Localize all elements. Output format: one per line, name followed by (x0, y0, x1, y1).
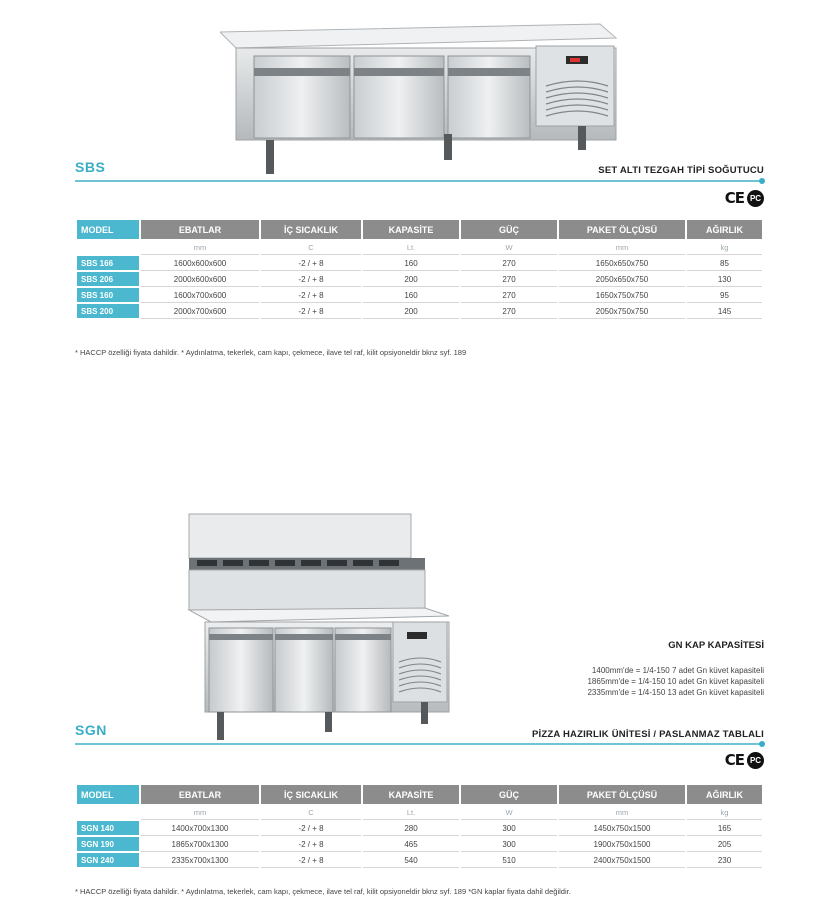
inner-temp-cell: -2 / + 8 (261, 272, 361, 287)
sbs-header-dimensions: EBATLAR (141, 220, 259, 239)
capacity-cell: 200 (363, 272, 459, 287)
table-row (77, 288, 762, 303)
pc-mark-icon: PC (747, 752, 764, 769)
power-cell: 270 (461, 288, 557, 303)
sgn-footnote: * HACCP özelliği fiyata dahildir. * Aydınlatma, tekerlek, cam kapı, çekmece, ilave tel raf, kilit opsiyoneldir bknz syf. 189 *GN kaplar fiyata dahil değildir. (75, 887, 571, 896)
dimensions-cell: 2335x700x1300 (141, 853, 259, 868)
sgn-header-dimensions: EBATLAR (141, 785, 259, 804)
sgn-unit-model (77, 805, 139, 820)
sbs-unit-dimensions: mm (141, 240, 259, 255)
capacity-cell: 160 (363, 288, 459, 303)
sgn-product-image (185, 512, 451, 744)
power-cell: 270 (461, 272, 557, 287)
dimensions-cell: 1865x700x1300 (141, 837, 259, 852)
pc-mark-icon: PC (747, 190, 764, 207)
dimensions-cell: 2000x600x600 (141, 272, 259, 287)
sgn-divider-dot (759, 741, 765, 747)
ce-mark-icon: CE (724, 189, 744, 207)
table-row (77, 304, 762, 319)
weight-cell: 95 (687, 288, 762, 303)
sbs-units-row (77, 240, 762, 255)
sbs-header-inner-temp: İÇ SICAKLIK (261, 220, 361, 239)
weight-cell: 130 (687, 272, 762, 287)
model-cell: SBS 206 (77, 272, 139, 287)
power-cell: 300 (461, 837, 557, 852)
sbs-product-subtitle: SET ALTI TEZGAH TİPİ SOĞUTUCU (598, 165, 764, 176)
inner-temp-cell: -2 / + 8 (261, 821, 361, 836)
sgn-header-weight: AĞIRLIK (687, 785, 762, 804)
capacity-cell: 540 (363, 853, 459, 868)
sgn-spec-table (75, 784, 764, 869)
inner-temp-cell: -2 / + 8 (261, 288, 361, 303)
package-size-cell: 2050x750x750 (559, 304, 685, 319)
sgn-table-header (77, 785, 762, 804)
sbs-unit-inner-temp: C (261, 240, 361, 255)
sgn-certification-marks (725, 751, 764, 769)
package-size-cell: 1650x750x750 (559, 288, 685, 303)
table-row (77, 821, 762, 836)
model-cell: SGN 240 (77, 853, 139, 868)
dimensions-cell: 1600x700x600 (141, 288, 259, 303)
power-cell: 270 (461, 256, 557, 271)
weight-cell: 205 (687, 837, 762, 852)
weight-cell: 165 (687, 821, 762, 836)
sbs-header-capacity: KAPASİTE (363, 220, 459, 239)
sgn-header-inner-temp: İÇ SICAKLIK (261, 785, 361, 804)
inner-temp-cell: -2 / + 8 (261, 304, 361, 319)
dimensions-cell: 2000x700x600 (141, 304, 259, 319)
sgn-section-code: SGN (75, 722, 107, 738)
weight-cell: 85 (687, 256, 762, 271)
sgn-units-row (77, 805, 762, 820)
capacity-cell: 160 (363, 256, 459, 271)
sgn-unit-inner-temp: C (261, 805, 361, 820)
sbs-unit-capacity: Lt. (363, 240, 459, 255)
model-cell: SBS 166 (77, 256, 139, 271)
sbs-footnote: * HACCP özelliği fiyata dahildir. * Aydınlatma, tekerlek, cam kapı, çekmece, ilave tel raf, kilit opsiyoneldir bknz syf. 189 (75, 348, 467, 357)
table-row (77, 837, 762, 852)
dimensions-cell: 1600x600x600 (141, 256, 259, 271)
sbs-header-package-size: PAKET ÖLÇÜSÜ (559, 220, 685, 239)
package-size-cell: 1900x750x1500 (559, 837, 685, 852)
table-row (77, 272, 762, 287)
sbs-header-power: GÜÇ (461, 220, 557, 239)
sbs-divider-line (75, 180, 765, 182)
gn-capacity-line: 1865mm'de = 1/4-150 10 adet Gn küvet kapasiteli (587, 677, 764, 686)
sgn-product-subtitle: PİZZA HAZIRLIK ÜNİTESİ / PASLANMAZ TABLALI (532, 729, 764, 740)
power-cell: 510 (461, 853, 557, 868)
sgn-divider-line (75, 743, 765, 745)
ce-mark-icon: CE (724, 751, 744, 769)
model-cell: SBS 160 (77, 288, 139, 303)
weight-cell: 230 (687, 853, 762, 868)
gn-capacity-line: 1400mm'de = 1/4-150 7 adet Gn küvet kapasiteli (591, 666, 764, 675)
power-cell: 270 (461, 304, 557, 319)
inner-temp-cell: -2 / + 8 (261, 837, 361, 852)
package-size-cell: 1650x650x750 (559, 256, 685, 271)
sbs-product-image (220, 14, 618, 176)
sbs-divider-dot (759, 178, 765, 184)
sgn-unit-capacity: Lt. (363, 805, 459, 820)
sgn-unit-weight: kg (687, 805, 762, 820)
power-cell: 300 (461, 821, 557, 836)
package-size-cell: 1450x750x1500 (559, 821, 685, 836)
gn-capacity-title: GN KAP KAPASİTESİ (668, 640, 764, 651)
sgn-header-capacity: KAPASİTE (363, 785, 459, 804)
sgn-header-model: MODEL (77, 785, 139, 804)
inner-temp-cell: -2 / + 8 (261, 853, 361, 868)
capacity-cell: 465 (363, 837, 459, 852)
sbs-unit-model (77, 240, 139, 255)
sbs-certification-marks (725, 189, 764, 207)
dimensions-cell: 1400x700x1300 (141, 821, 259, 836)
weight-cell: 145 (687, 304, 762, 319)
model-cell: SBS 200 (77, 304, 139, 319)
sbs-unit-weight: kg (687, 240, 762, 255)
sbs-header-model: MODEL (77, 220, 139, 239)
sbs-table-header (77, 220, 762, 239)
capacity-cell: 200 (363, 304, 459, 319)
sbs-section-code: SBS (75, 159, 106, 175)
sgn-unit-dimensions: mm (141, 805, 259, 820)
inner-temp-cell: -2 / + 8 (261, 256, 361, 271)
sbs-spec-table (75, 219, 764, 320)
sbs-unit-power: W (461, 240, 557, 255)
sgn-unit-package-size: mm (559, 805, 685, 820)
capacity-cell: 280 (363, 821, 459, 836)
sbs-header-weight: AĞIRLIK (687, 220, 762, 239)
sgn-unit-power: W (461, 805, 557, 820)
sgn-header-power: GÜÇ (461, 785, 557, 804)
model-cell: SGN 190 (77, 837, 139, 852)
model-cell: SGN 140 (77, 821, 139, 836)
package-size-cell: 2050x650x750 (559, 272, 685, 287)
table-row (77, 256, 762, 271)
sbs-unit-package-size: mm (559, 240, 685, 255)
gn-capacity-line: 2335mm'de = 1/4-150 13 adet Gn küvet kapasiteli (587, 688, 764, 697)
table-row (77, 853, 762, 868)
gn-capacity-box (587, 640, 764, 698)
package-size-cell: 2400x750x1500 (559, 853, 685, 868)
sgn-header-package-size: PAKET ÖLÇÜSÜ (559, 785, 685, 804)
